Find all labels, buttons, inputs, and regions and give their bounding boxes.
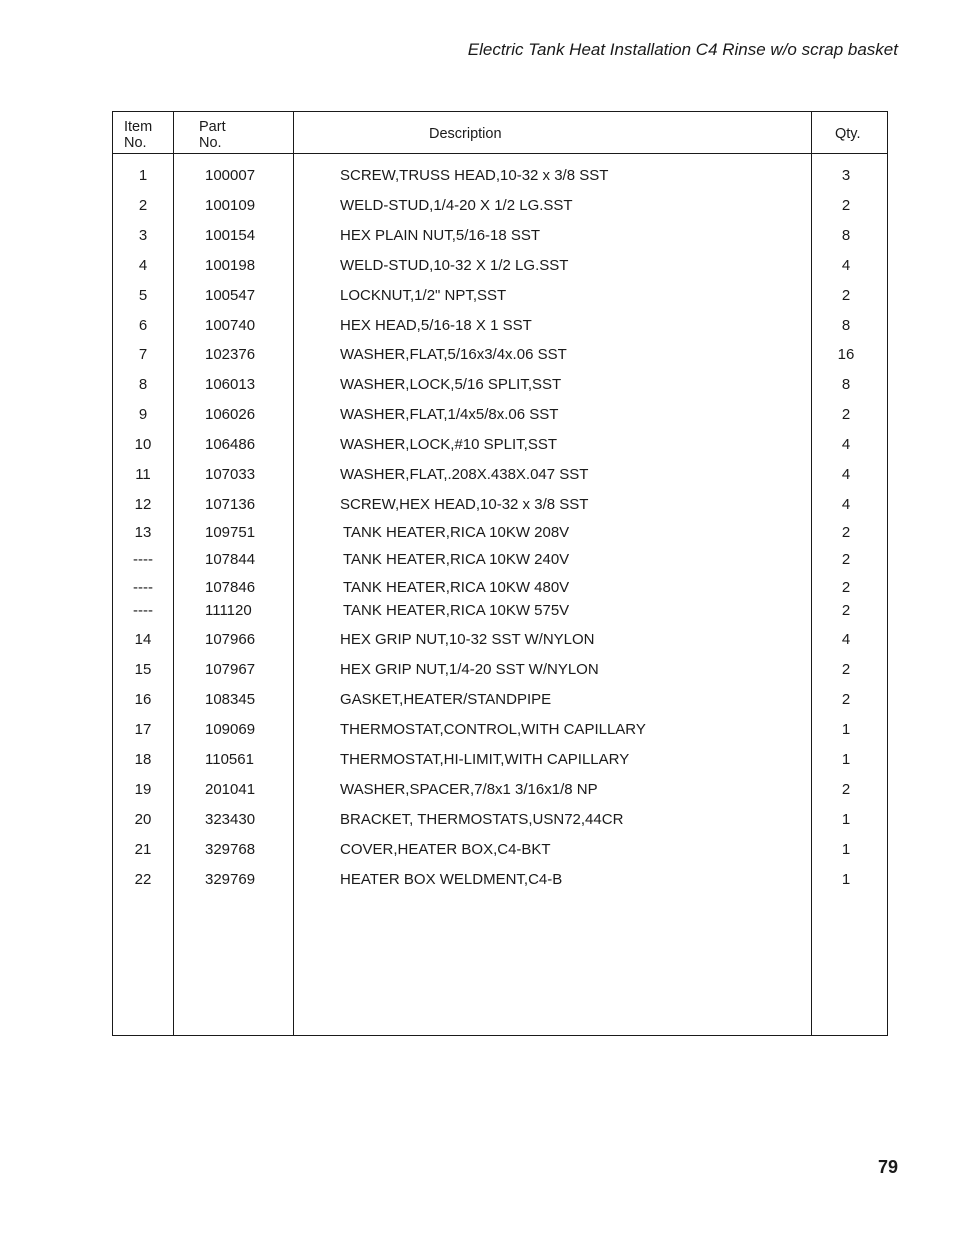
part-number-cell: 108345 xyxy=(205,691,256,708)
description-cell: SCREW,HEX HEAD,10-32 x 3/8 SST xyxy=(340,496,589,513)
item-number-cell: ---- xyxy=(133,551,153,568)
description-cell: HEX HEAD,5/16-18 X 1 SST xyxy=(340,317,532,334)
quantity-cell: 2 xyxy=(841,524,851,541)
page-header: Electric Tank Heat Installation C4 Rinse w/o scrap basket xyxy=(467,40,898,59)
part-number-cell: 106013 xyxy=(205,376,256,393)
description-cell: HEX PLAIN NUT,5/16-18 SST xyxy=(340,227,541,244)
part-number-cell: 107033 xyxy=(205,466,256,483)
description-cell: WASHER,SPACER,7/8x1 3/16x1/8 NP xyxy=(340,781,598,798)
item-number-cell: 15 xyxy=(134,661,152,678)
item-number-cell: 18 xyxy=(134,751,152,768)
quantity-cell: 2 xyxy=(841,691,851,708)
part-number-cell: 323430 xyxy=(205,811,256,828)
item-number-cell: 7 xyxy=(138,346,148,363)
quantity-cell: 2 xyxy=(841,602,851,619)
part-number-cell: 100154 xyxy=(205,227,256,244)
description-cell: HEATER BOX WELDMENT,C4-B xyxy=(340,871,563,888)
header-qty: Qty. xyxy=(835,126,861,142)
part-number-cell: 201041 xyxy=(205,781,256,798)
page-number: 79 xyxy=(877,1157,898,1177)
description-cell: LOCKNUT,1/2" NPT,SST xyxy=(340,287,507,304)
header-description: Description xyxy=(429,126,502,142)
quantity-cell: 2 xyxy=(841,406,851,423)
quantity-cell: 8 xyxy=(841,317,851,334)
quantity-cell: 4 xyxy=(841,436,851,453)
item-number-cell: 1 xyxy=(138,167,148,184)
quantity-cell: 2 xyxy=(841,579,851,596)
item-number-cell: 10 xyxy=(134,436,152,453)
item-number-cell: 5 xyxy=(138,287,148,304)
description-cell: WASHER,FLAT,.208X.438X.047 SST xyxy=(340,466,589,483)
part-number-cell: 107846 xyxy=(205,579,256,596)
description-cell: WELD-STUD,1/4-20 X 1/2 LG.SST xyxy=(340,197,573,214)
part-number-cell: 100547 xyxy=(205,287,256,304)
quantity-cell: 1 xyxy=(841,841,851,858)
parts-table xyxy=(112,111,888,1036)
quantity-cell: 1 xyxy=(841,721,851,738)
description-cell: WASHER,LOCK,#10 SPLIT,SST xyxy=(340,436,558,453)
header-item-label: Item xyxy=(124,119,153,135)
item-number-cell: 11 xyxy=(135,466,151,483)
description-cell: HEX GRIP NUT,10-32 SST W/NYLON xyxy=(340,631,595,648)
quantity-cell: 4 xyxy=(841,466,851,483)
item-number-cell: 14 xyxy=(134,631,152,648)
description-cell: BRACKET, THERMOSTATS,USN72,44CR xyxy=(340,811,624,828)
item-number-cell: 2 xyxy=(138,197,148,214)
column-divider xyxy=(173,112,174,1035)
description-cell: TANK HEATER,RICA 10KW 575V xyxy=(343,602,570,619)
part-number-cell: 106486 xyxy=(205,436,256,453)
part-number-cell: 110561 xyxy=(205,751,254,768)
quantity-cell: 4 xyxy=(841,631,851,648)
quantity-cell: 4 xyxy=(841,257,851,274)
part-number-cell: 107136 xyxy=(205,496,256,513)
item-number-cell: 21 xyxy=(134,841,152,858)
part-number-cell: 106026 xyxy=(205,406,256,423)
part-number-cell: 102376 xyxy=(205,346,256,363)
description-cell: SCREW,TRUSS HEAD,10-32 x 3/8 SST xyxy=(340,167,609,184)
item-number-cell: 16 xyxy=(134,691,152,708)
header-part-no xyxy=(199,119,226,151)
quantity-cell: 2 xyxy=(841,781,851,798)
header-part-no-label: No. xyxy=(199,135,222,151)
part-number-cell: 329768 xyxy=(205,841,256,858)
item-number-cell: 19 xyxy=(134,781,152,798)
description-cell: TANK HEATER,RICA 10KW 240V xyxy=(343,551,570,568)
description-cell: WASHER,FLAT,5/16x3/4x.06 SST xyxy=(340,346,567,363)
description-cell: THERMOSTAT,HI-LIMIT,WITH CAPILLARY xyxy=(340,751,630,768)
part-number-cell: 109751 xyxy=(205,524,256,541)
description-cell: WASHER,FLAT,1/4x5/8x.06 SST xyxy=(340,406,559,423)
part-number-cell: 100740 xyxy=(205,317,256,334)
description-cell: COVER,HEATER BOX,C4-BKT xyxy=(340,841,551,858)
part-number-cell: 107967 xyxy=(205,661,256,678)
description-cell: HEX GRIP NUT,1/4-20 SST W/NYLON xyxy=(340,661,599,678)
description-cell: TANK HEATER,RICA 10KW 480V xyxy=(343,579,570,596)
part-number-cell: 100198 xyxy=(205,257,256,274)
header-part-label: Part xyxy=(199,119,226,135)
quantity-cell: 1 xyxy=(841,811,851,828)
quantity-cell: 1 xyxy=(841,751,851,768)
column-divider xyxy=(811,112,812,1035)
description-cell: WASHER,LOCK,5/16 SPLIT,SST xyxy=(340,376,562,393)
item-number-cell: ---- xyxy=(133,579,153,596)
item-number-cell: 4 xyxy=(138,257,148,274)
description-cell: WELD-STUD,10-32 X 1/2 LG.SST xyxy=(340,257,569,274)
part-number-cell: 111120 xyxy=(205,602,252,619)
quantity-cell: 4 xyxy=(841,496,851,513)
quantity-cell: 2 xyxy=(841,551,851,568)
item-number-cell: 12 xyxy=(134,496,152,513)
description-cell: TANK HEATER,RICA 10KW 208V xyxy=(343,524,570,541)
description-cell: GASKET,HEATER/STANDPIPE xyxy=(340,691,552,708)
item-number-cell: 3 xyxy=(138,227,148,244)
item-number-cell: ---- xyxy=(133,602,153,619)
item-number-cell: 22 xyxy=(134,871,152,888)
item-number-cell: 6 xyxy=(138,317,148,334)
quantity-cell: 2 xyxy=(841,287,851,304)
description-cell: THERMOSTAT,CONTROL,WITH CAPILLARY xyxy=(340,721,646,738)
quantity-cell: 2 xyxy=(841,197,851,214)
item-number-cell: 9 xyxy=(138,406,148,423)
quantity-cell: 1 xyxy=(841,871,851,888)
part-number-cell: 107844 xyxy=(205,551,256,568)
quantity-cell: 3 xyxy=(841,167,851,184)
header-item-no xyxy=(124,119,152,151)
part-number-cell: 100007 xyxy=(205,167,256,184)
quantity-cell: 8 xyxy=(841,376,851,393)
column-divider xyxy=(293,112,294,1035)
item-number-cell: 8 xyxy=(138,376,148,393)
item-number-cell: 17 xyxy=(134,721,152,738)
part-number-cell: 109069 xyxy=(205,721,256,738)
header-divider xyxy=(113,153,887,154)
item-number-cell: 13 xyxy=(134,524,152,541)
quantity-cell: 2 xyxy=(841,661,851,678)
part-number-cell: 329769 xyxy=(205,871,256,888)
quantity-cell: 8 xyxy=(841,227,851,244)
part-number-cell: 107966 xyxy=(205,631,256,648)
part-number-cell: 100109 xyxy=(205,197,256,214)
header-item-no-label: No. xyxy=(124,135,147,151)
quantity-cell: 16 xyxy=(837,346,855,363)
item-number-cell: 20 xyxy=(134,811,152,828)
